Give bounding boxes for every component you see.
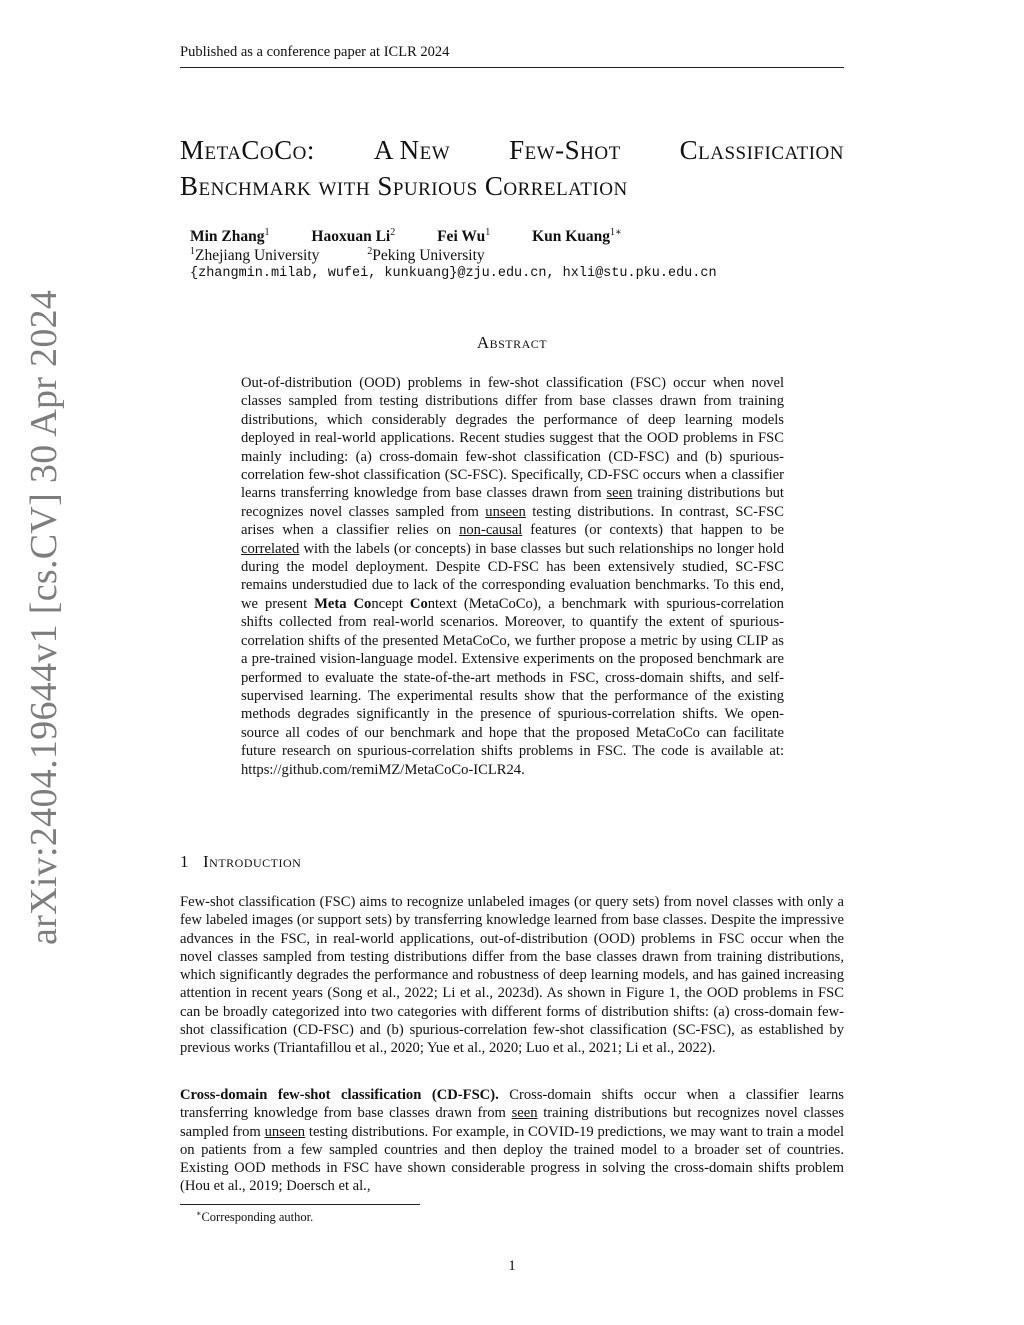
arxiv-sidebar xyxy=(22,289,66,950)
title-part: A New xyxy=(373,135,451,165)
author-affil-mark: 2 xyxy=(390,227,396,238)
affiliation xyxy=(190,247,341,264)
title-line-2: Benchmark with Spurious Correlation xyxy=(180,171,628,201)
affiliation-mark: 2 xyxy=(367,246,373,257)
author-affil-mark: 1 xyxy=(264,227,270,238)
paragraph-lead: Cross-domain few-shot classification (CD-FSC). xyxy=(180,1087,499,1103)
title-part: Classification xyxy=(679,135,844,165)
affiliation xyxy=(367,247,506,264)
footnote xyxy=(196,1209,313,1225)
section-heading xyxy=(180,852,301,872)
intro-paragraph-1: Few-shot classification (FSC) aims to recognize unlabeled images (or query sets) from novel classes with only a few labeled images (or support sets) by transferring knowledge learned from base classes. Despite the impressive advances in the FSC, in real-world applications, out-of-distribution (OOD) problems in FSC occur when the novel classes sampled from testing distributions differ from the base classes drawn from training distributions, which significantly degrades the performance and robustness of deep learning models, and has gained increasing attention in recent years (Song et al., 2022; Li et al., 2023d). As shown in Figure 1, the OOD problems in FSC can be broadly categorized into two categories with different forms of distribution shifts: (a) cross-domain few-shot classification (CD-FSC) and (b) spurious-correlation few-shot classification (SC-FSC), as established by previous works (Triantafillou et al., 2020; Yue et al., 2020; Luo et al., 2021; Li et al., 2022). xyxy=(180,894,844,1057)
text: Cross-domain shifts occur when a classifier learns transferring knowledge from base classes drawn from xyxy=(180,1087,844,1122)
text: ncept xyxy=(371,595,410,612)
bold-term: Meta Co xyxy=(314,595,372,612)
section-title: Introduction xyxy=(203,852,302,871)
author xyxy=(437,228,490,245)
title-line-1 xyxy=(180,132,844,168)
author xyxy=(190,228,270,245)
arxiv-identifier: arXiv:2404.19644v1 [cs.CV] 30 Apr 2024 xyxy=(23,289,65,945)
abstract-body xyxy=(241,374,784,779)
author-emails: {zhangmin.milab, wufei, kunkuang}@zju.edu.cn, hxli@stu.pku.edu.cn xyxy=(190,266,717,281)
affiliation-mark: 1 xyxy=(190,246,195,257)
text: training distributions but recognizes novel classes sampled from xyxy=(180,1105,844,1140)
author xyxy=(311,228,395,245)
text: training distributions but recognizes novel classes sampled from xyxy=(241,485,784,520)
text: with the labels (or concepts) in base classes but such relationships no longer hold during the model deployment. Despite CD-FSC has been extensively studied, SC-FSC remains understudied due to lack of the corresponding evaluation benchmarks. To this end, we present xyxy=(241,540,784,612)
footnote-rule xyxy=(180,1204,420,1205)
author-affil-mark: 1∗ xyxy=(610,227,622,238)
abstract-heading: Abstract xyxy=(476,333,548,352)
text: ntext (MetaCoCo), a benchmark with spurious-correlation shifts collected from real-world scenarios. Moreover, to quantify the extent of spurious-correlation shifts of the presented MetaCoCo, we further propose a metric by using CLIP as a pre-trained vision-language model. Extensive experiments on the proposed benchmark are performed to evaluate the state-of-the-art methods in FSC, cross-domain shifts, and self-supervised learning. The experimental results show that the performance of the existing methods degrades significantly in the presence of spurious-correlation shifts. We open-source all codes of our benchmark and hope that the proposed MetaCoCo can facilitate future research on spurious-correlation shifts problems in FSC. The code is available at: https://github.com/remiMZ/MetaCoCo-ICLR24. xyxy=(241,595,784,778)
author-name: Kun Kuang xyxy=(532,228,611,246)
underlined-term: seen xyxy=(606,485,633,502)
footnote-mark: ∗ xyxy=(196,1209,202,1218)
section-number: 1 xyxy=(180,852,189,871)
underlined-term: unseen xyxy=(485,503,526,520)
underlined-term: non-causal xyxy=(459,522,523,539)
text: Out-of-distribution (OOD) problems in few-shot classification (FSC) occur when novel classes sampled from testing distributions differ from base classes drawn from training distributions, which considerably degrades the performance of deep learning models deployed in real-world applications. Recent studies suggest that the OOD problems in FSC mainly including: (a) cross-domain few-shot classification (CD-FSC) and (b) spurious-correlation few-shot classification (SC-FSC). Specifically, CD-FSC occurs when a classifier learns transferring knowledge from base classes drawn from xyxy=(241,375,784,502)
author-name: Min Zhang xyxy=(190,228,265,246)
text: features (or contexts) that happen to be xyxy=(522,522,785,539)
text: testing distributions. In contrast, SC-FSC arises when a classifier relies on xyxy=(241,503,784,539)
underlined-term: unseen xyxy=(264,1123,306,1140)
author-name: Fei Wu xyxy=(437,228,486,246)
underlined-term: seen xyxy=(511,1105,538,1122)
text: testing distributions. For example, in COVID-19 predictions, we may want to train a model on patients from a few sampled countries and then deploy the trained model to a broader set of countries. Existing OOD methods in FSC have shown considerable progress in solving the cross-domain shifts problem (Hou et al., 2019; Doersch et al., xyxy=(180,1123,844,1195)
footnote-text: Corresponding author. xyxy=(201,1210,314,1225)
running-header: Published as a conference paper at ICLR 2024 xyxy=(180,44,844,68)
author-list xyxy=(190,227,660,246)
page-number: 1 xyxy=(508,1258,516,1274)
underlined-term: correlated xyxy=(241,540,300,557)
author xyxy=(532,228,622,245)
intro-paragraph-2 xyxy=(180,1086,844,1196)
affiliation-name: Peking University xyxy=(372,247,485,265)
title-part: Few-Shot xyxy=(509,135,621,165)
paper-title xyxy=(180,132,844,204)
author-affil-mark: 1 xyxy=(485,227,491,238)
author-name: Haoxuan Li xyxy=(311,228,391,246)
title-part: MetaCoCo: xyxy=(180,135,315,165)
affiliation-name: Zhejiang University xyxy=(195,247,320,265)
affiliations xyxy=(190,246,529,265)
bold-term: Co xyxy=(409,595,428,612)
